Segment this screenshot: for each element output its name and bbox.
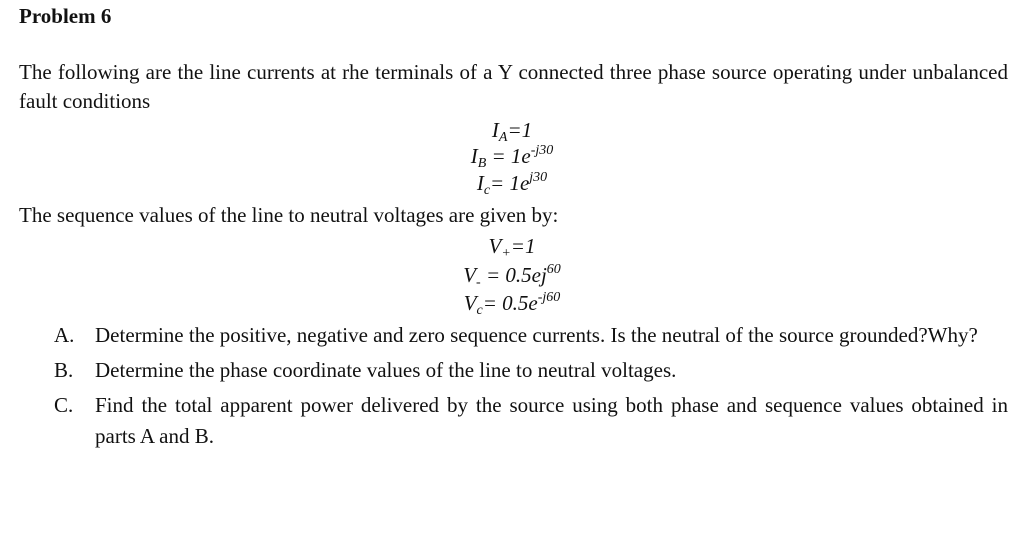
eq-subscript: - — [476, 275, 481, 290]
question-marker: C. — [54, 393, 74, 417]
question-item-b — [54, 355, 1008, 386]
eq-rhs: = 0.5e — [482, 291, 538, 315]
question-item-a — [54, 320, 1008, 351]
equation-current-c — [0, 170, 1024, 196]
question-text: Find the total apparent power delivered by the source using both phase and sequence values obtained in parts A and B. — [95, 393, 1008, 448]
equation-voltage-positive — [0, 233, 1024, 259]
eq-superscript: 60 — [546, 262, 561, 277]
eq-symbol: I — [470, 144, 478, 168]
voltages-intro-paragraph: The sequence values of the line to neutral voltages are given by: — [19, 203, 559, 227]
eq-symbol: I — [491, 118, 499, 142]
equation-current-b — [0, 143, 1024, 169]
equation-voltage-negative — [0, 262, 1024, 288]
question-item-c — [54, 390, 1008, 452]
eq-subscript: + — [501, 246, 511, 261]
eq-superscript: -j60 — [537, 290, 561, 305]
eq-symbol: V — [463, 291, 477, 315]
eq-superscript: -j30 — [530, 143, 554, 158]
equation-voltage-c — [0, 290, 1024, 316]
problem-title: Problem 6 — [19, 4, 112, 28]
eq-symbol: V — [463, 263, 477, 287]
eq-subscript: c — [483, 183, 491, 198]
eq-rhs: = 1e — [490, 171, 530, 195]
eq-rhs: =1 — [510, 234, 536, 258]
eq-subscript: c — [476, 303, 483, 318]
intro-paragraph: The following are the line currents at rhe terminals of a Y connected three phase source operating under unbalanced fault conditions — [19, 60, 1008, 113]
eq-subscript: A — [498, 130, 508, 145]
question-list — [54, 320, 1008, 456]
equation-current-a — [0, 117, 1024, 143]
question-text: Determine the positive, negative and zero sequence currents. Is the neutral of the source grounded?Why? — [95, 323, 978, 347]
question-marker: A. — [54, 323, 75, 347]
eq-symbol: V — [488, 234, 502, 258]
eq-rhs: = 1e — [486, 144, 531, 168]
eq-superscript: j30 — [529, 170, 548, 185]
eq-rhs: =1 — [507, 118, 533, 142]
question-marker: B. — [54, 358, 74, 382]
eq-rhs: = 0.5ej — [480, 263, 547, 287]
eq-symbol: I — [476, 171, 484, 195]
eq-subscript: B — [477, 156, 487, 171]
question-text: Determine the phase coordinate values of the line to neutral voltages. — [95, 358, 677, 382]
